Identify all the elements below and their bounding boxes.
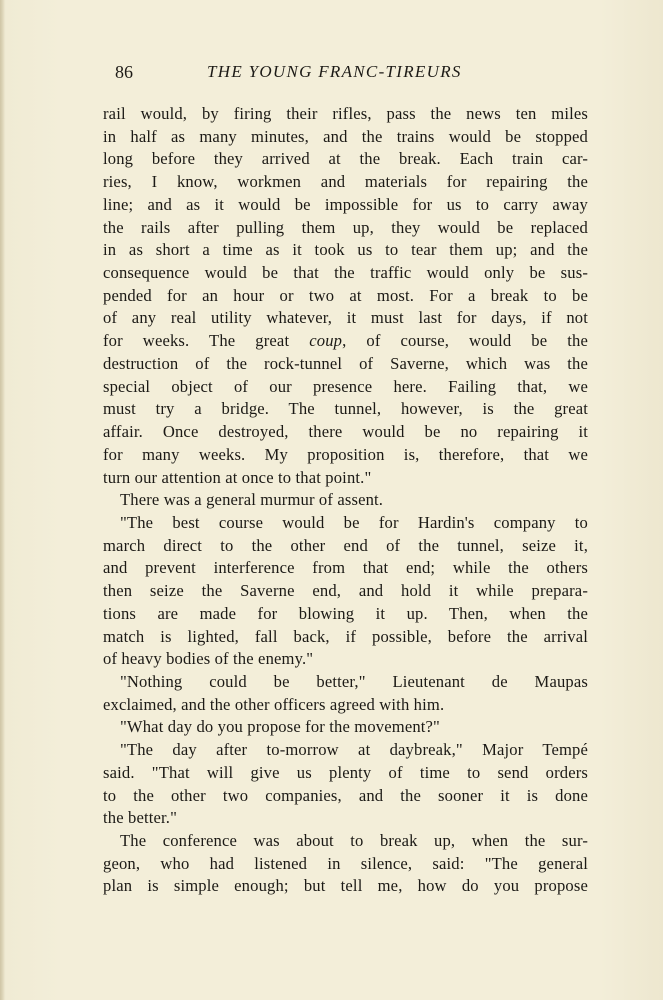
text-line: the better." [103, 808, 178, 828]
text-line: turn our attention at once to that point." [103, 467, 372, 487]
italic-word: coup [309, 331, 343, 351]
text-line: consequence would be that the traffic would only be sus- [103, 263, 588, 283]
page-number: 86 [115, 62, 133, 82]
text-line: the rails after pulling them up, they would be replaced [103, 217, 588, 237]
text-line: rail would, by firing their rifles, pass the news ten miles [103, 104, 588, 123]
text-line: ries, I know, workmen and materials for repairing the [103, 172, 588, 192]
text-line: and prevent interference from that end; while the others [103, 558, 588, 578]
text-line: long before they arrived at the break. Each train car- [103, 149, 588, 169]
body-text [103, 103, 588, 898]
text-line: geon, who had listened in silence, said: "The general [103, 853, 588, 873]
text-line: in half as many minutes, and the trains would be stopped [103, 126, 588, 146]
page-header [103, 62, 588, 86]
text-line: special object of our presence here. Failing that, we [103, 376, 588, 396]
text-line: plan is simple enough; but tell me, how do you propose [103, 876, 588, 896]
text-line: line; and as it would be impossible for us to carry away [103, 194, 588, 214]
text-line: There was a general murmur of assent. [120, 490, 384, 510]
text-line: of any real utility whatever, it must last for days, if not [103, 308, 588, 328]
text-line: then seize the Saverne end, and hold it while prepara- [103, 581, 588, 601]
text-line: must try a bridge. The tunnel, however, is the great [103, 399, 588, 419]
text-line: to the other two companies, and the sooner it is done [103, 785, 588, 805]
text-line: for many weeks. My proposition is, therefore, that we [103, 444, 588, 464]
page-gutter-shadow [0, 0, 5, 1000]
text-line: "Nothing could be better," Lieutenant de Maupas [120, 671, 588, 691]
text-line: "The best course would be for Hardin's company to [120, 512, 588, 532]
text-line: tions are made for blowing it up. Then, when the [103, 603, 588, 623]
text-line: match is lighted, fall back, if possible, before the arrival [103, 626, 588, 646]
text-line: for weeks. The great coup, of course, would be the [103, 331, 588, 351]
text-line: destruction of the rock-tunnel of Saverne, which was the [103, 353, 588, 373]
running-head: THE YOUNG FRANC-TIREURS [207, 62, 462, 81]
text-line: said. "That will give us plenty of time to send orders [103, 762, 588, 782]
text-line: "What day do you propose for the movement?" [120, 717, 440, 737]
text-line: affair. Once destroyed, there would be no repairing it [103, 422, 588, 442]
text-line: of heavy bodies of the enemy." [103, 649, 314, 669]
text-line: "The day after to-morrow at daybreak," Major Tempé [120, 740, 588, 760]
text-line: exclaimed, and the other officers agreed with him. [103, 694, 445, 714]
text-line: march direct to the other end of the tunnel, seize it, [103, 535, 588, 555]
text-line: in as short a time as it took us to tear them up; and the [103, 240, 588, 260]
text-line: The conference was about to break up, when the sur- [120, 831, 588, 850]
text-line: pended for an hour or two at most. For a break to be [103, 285, 588, 305]
